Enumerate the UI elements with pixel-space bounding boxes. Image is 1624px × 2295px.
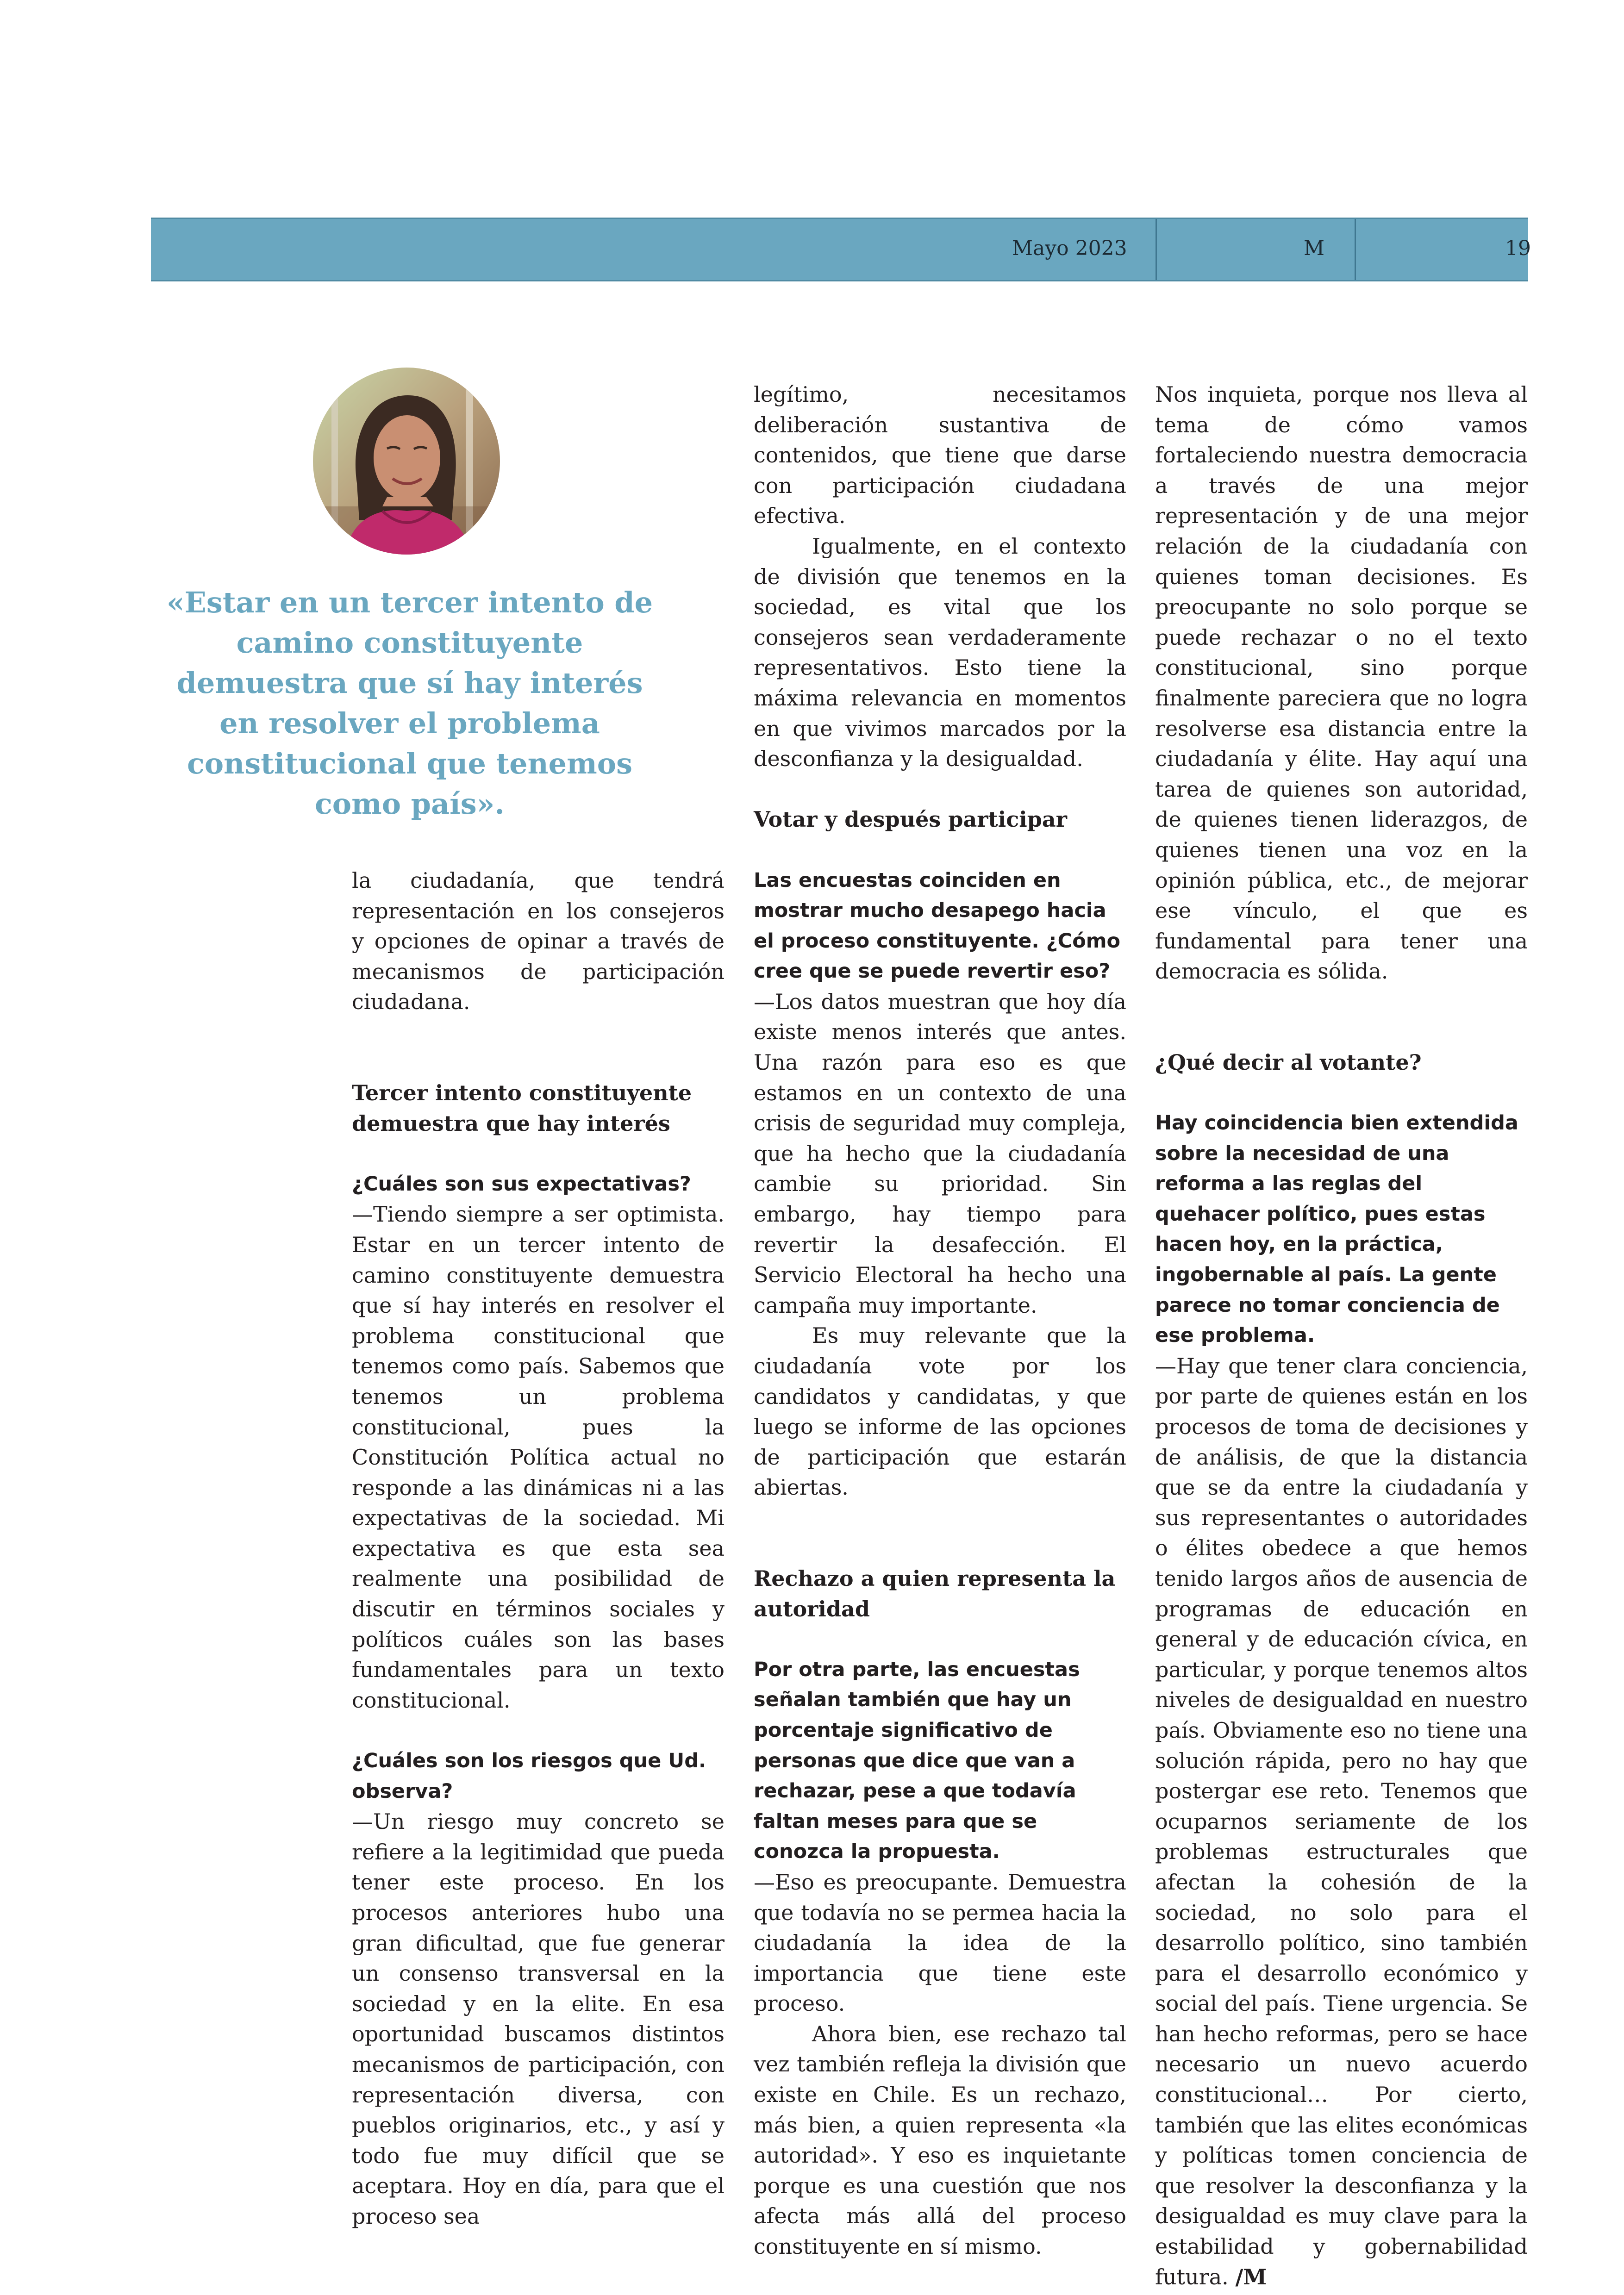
section-heading: Votar y después participar xyxy=(754,807,1067,832)
paragraph: Igualmente, en el contexto de división que tenemos en la sociedad, es vital que los consejeros sean verdaderamente representativos. Esto tiene la máxima relevancia en momentos en que vivimos marcados por la desconfianza y la desigualdad. xyxy=(754,533,1126,772)
interview-question: ¿Cuáles son los riesgos que Ud. observa? xyxy=(352,1749,706,1803)
paragraph: legítimo, necesitamos deliberación sustantiva de contenidos, que tiene que darse con participación ciudadana efectiva. xyxy=(754,382,1126,529)
header-divider xyxy=(1355,219,1356,280)
paragraph: Nos inquieta, porque nos lleva al tema de cómo vamos fortaleciendo nuestra democracia a través de una mejor representación y de una mejor relación de la ciudadanía con quienes toman decisiones. Es preocupante no solo porque se puede rechazar o no el texto constitucional, sino porque finalmente pareciera que no logra resolverse esa distancia entre la ciudadanía y élite. Hay aquí una tarea de quienes son autoridad, de quienes tienen liderazgos, de quienes tienen una voz en la opinión pública, etc., de mejorar ese vínculo, el que es fundamental para tener una democracia es sólida. xyxy=(1155,382,1528,984)
interview-question: Las encuestas coinciden en mostrar mucho desapego hacia el proceso constituyente. ¿Cómo cree que se puede revertir eso? xyxy=(754,868,1121,983)
interview-answer: —Los datos muestran que hoy día existe menos interés que antes. Una razón para eso es que estamos en un contexto de una crisis de seguridad muy compleja, que ha hecho que la ciudadanía cambie su prioridad. Sin embargo, hay tiempo para revertir la desafección. El Servicio Electoral ha hecho una campaña muy importante. xyxy=(754,989,1126,1318)
section-heading: Tercer intento constituyente demuestra que hay interés xyxy=(352,1080,692,1136)
interview-question: ¿Cuáles son sus expectativas? xyxy=(352,1172,691,1196)
section-heading: ¿Qué decir al votante? xyxy=(1155,1049,1422,1075)
interview-answer: —Tiendo siempre a ser optimista. Estar en un tercer intento de camino constituyente demuestra que sí hay interés en resolver el problema constitucional que tenemos como país. Sabemos que tenemos un problema constitucional, pues la Constitución Política actual no responde a las dinámicas ni a las expectativas de la sociedad. Mi expectativa es que esta sea realmente una posibilidad de discutir en términos sociales y políticos cuáles son las bases fundamentales para un texto constitucional. xyxy=(352,1202,725,1713)
paragraph: Es muy relevante que la ciudadanía vote por los candidatos y candidatas, y que luego se informe de las opciones de participación que estarán abiertas. xyxy=(754,1323,1126,1500)
article-column-3 xyxy=(1155,380,1528,2292)
paragraph: la ciudadanía, que tendrá representación en los consejeros y opciones de opinar a través de mecanismos de participación ciudadana. xyxy=(352,868,725,1015)
pull-quote: «Estar en un tercer intento de camino constituyente demuestra que sí hay interés en resolver el problema constitucional que tenemos como país». xyxy=(166,586,653,821)
portrait-photo xyxy=(313,368,500,555)
interview-question: Por otra parte, las encuestas señalan también que hay un porcentaje significativo de personas que dice que van a rechazar, pese a que todavía faltan meses para que se conozca la propuesta. xyxy=(754,1658,1080,1864)
end-mark: /M xyxy=(1235,2264,1267,2289)
section-heading: Rechazo a quien representa la autoridad xyxy=(754,1565,1116,1621)
paragraph: Ahora bien, ese rechazo tal vez también refleja la división que existe en Chile. Es un rechazo, más bien, a quien representa «la autoridad». Y eso es inquietante porque es una cuestión que nos afecta más allá del proceso constituyente en sí mismo. xyxy=(754,2021,1126,2259)
page-number: 19 xyxy=(1505,237,1531,260)
header-divider xyxy=(1156,219,1157,280)
article-column-2 xyxy=(754,380,1126,2262)
answer-text: —Hay que tener clara conciencia, por parte de quienes están en los procesos de toma de decisiones y de análisis, de que la distancia que se da entre la ciudadanía y sus representantes o autoridades o élites obedece a que hemos tenido largos años de ausencia de programas de educación en general y de educación cívica, en particular, y porque tenemos altos niveles de desigualdad en nuestro país. Obviamente eso no tiene una solución rápida, pero no hay que postergar ese reto. Tenemos que ocuparnos seriamente de los problemas estructurales que afectan la cohesión de la sociedad, no solo para el desarrollo político, sino también para el desarrollo económico y social del país. Tiene urgencia. Se han hecho reformas, pero se hace necesario un nuevo acuerdo constitucional… Por cierto, también que las elites económicas y políticas tomen conciencia de que resolver la desconfianza y la desigualdad es muy clave para la estabilidad y gobernabilidad futura. xyxy=(1155,1353,1528,2289)
magazine-name: M xyxy=(1304,237,1325,260)
portrait-photo-icon xyxy=(313,368,500,555)
issue-date: Mayo 2023 xyxy=(1012,237,1127,260)
article-column-1 xyxy=(352,866,725,2232)
header-bar xyxy=(151,218,1531,281)
interview-answer: —Un riesgo muy concreto se refiere a la legitimidad que pueda tener este proceso. En los procesos anteriores hubo una gran dificultad, que fue generar un consenso transversal en la sociedad y en la elite. En esa oportunidad buscamos distintos mecanismos de participación, con representación diversa, con pueblos originarios, etc., y así y todo fue muy difícil que se aceptara. Hoy en día, para que el proceso sea xyxy=(352,1809,725,2229)
interview-answer: —Eso es preocupante. Demuestra que todavía no se permea hacia la ciudadanía la idea de la importancia que tiene este proceso. xyxy=(754,1869,1126,2016)
interview-answer xyxy=(1155,1351,1528,2292)
interview-question: Hay coincidencia bien extendida sobre la necesidad de una reforma a las reglas del quehacer político, pues estas hacen hoy, en la práctica, ingobernable al país. La gente parece no tomar conciencia de ese problema. xyxy=(1155,1111,1518,1347)
